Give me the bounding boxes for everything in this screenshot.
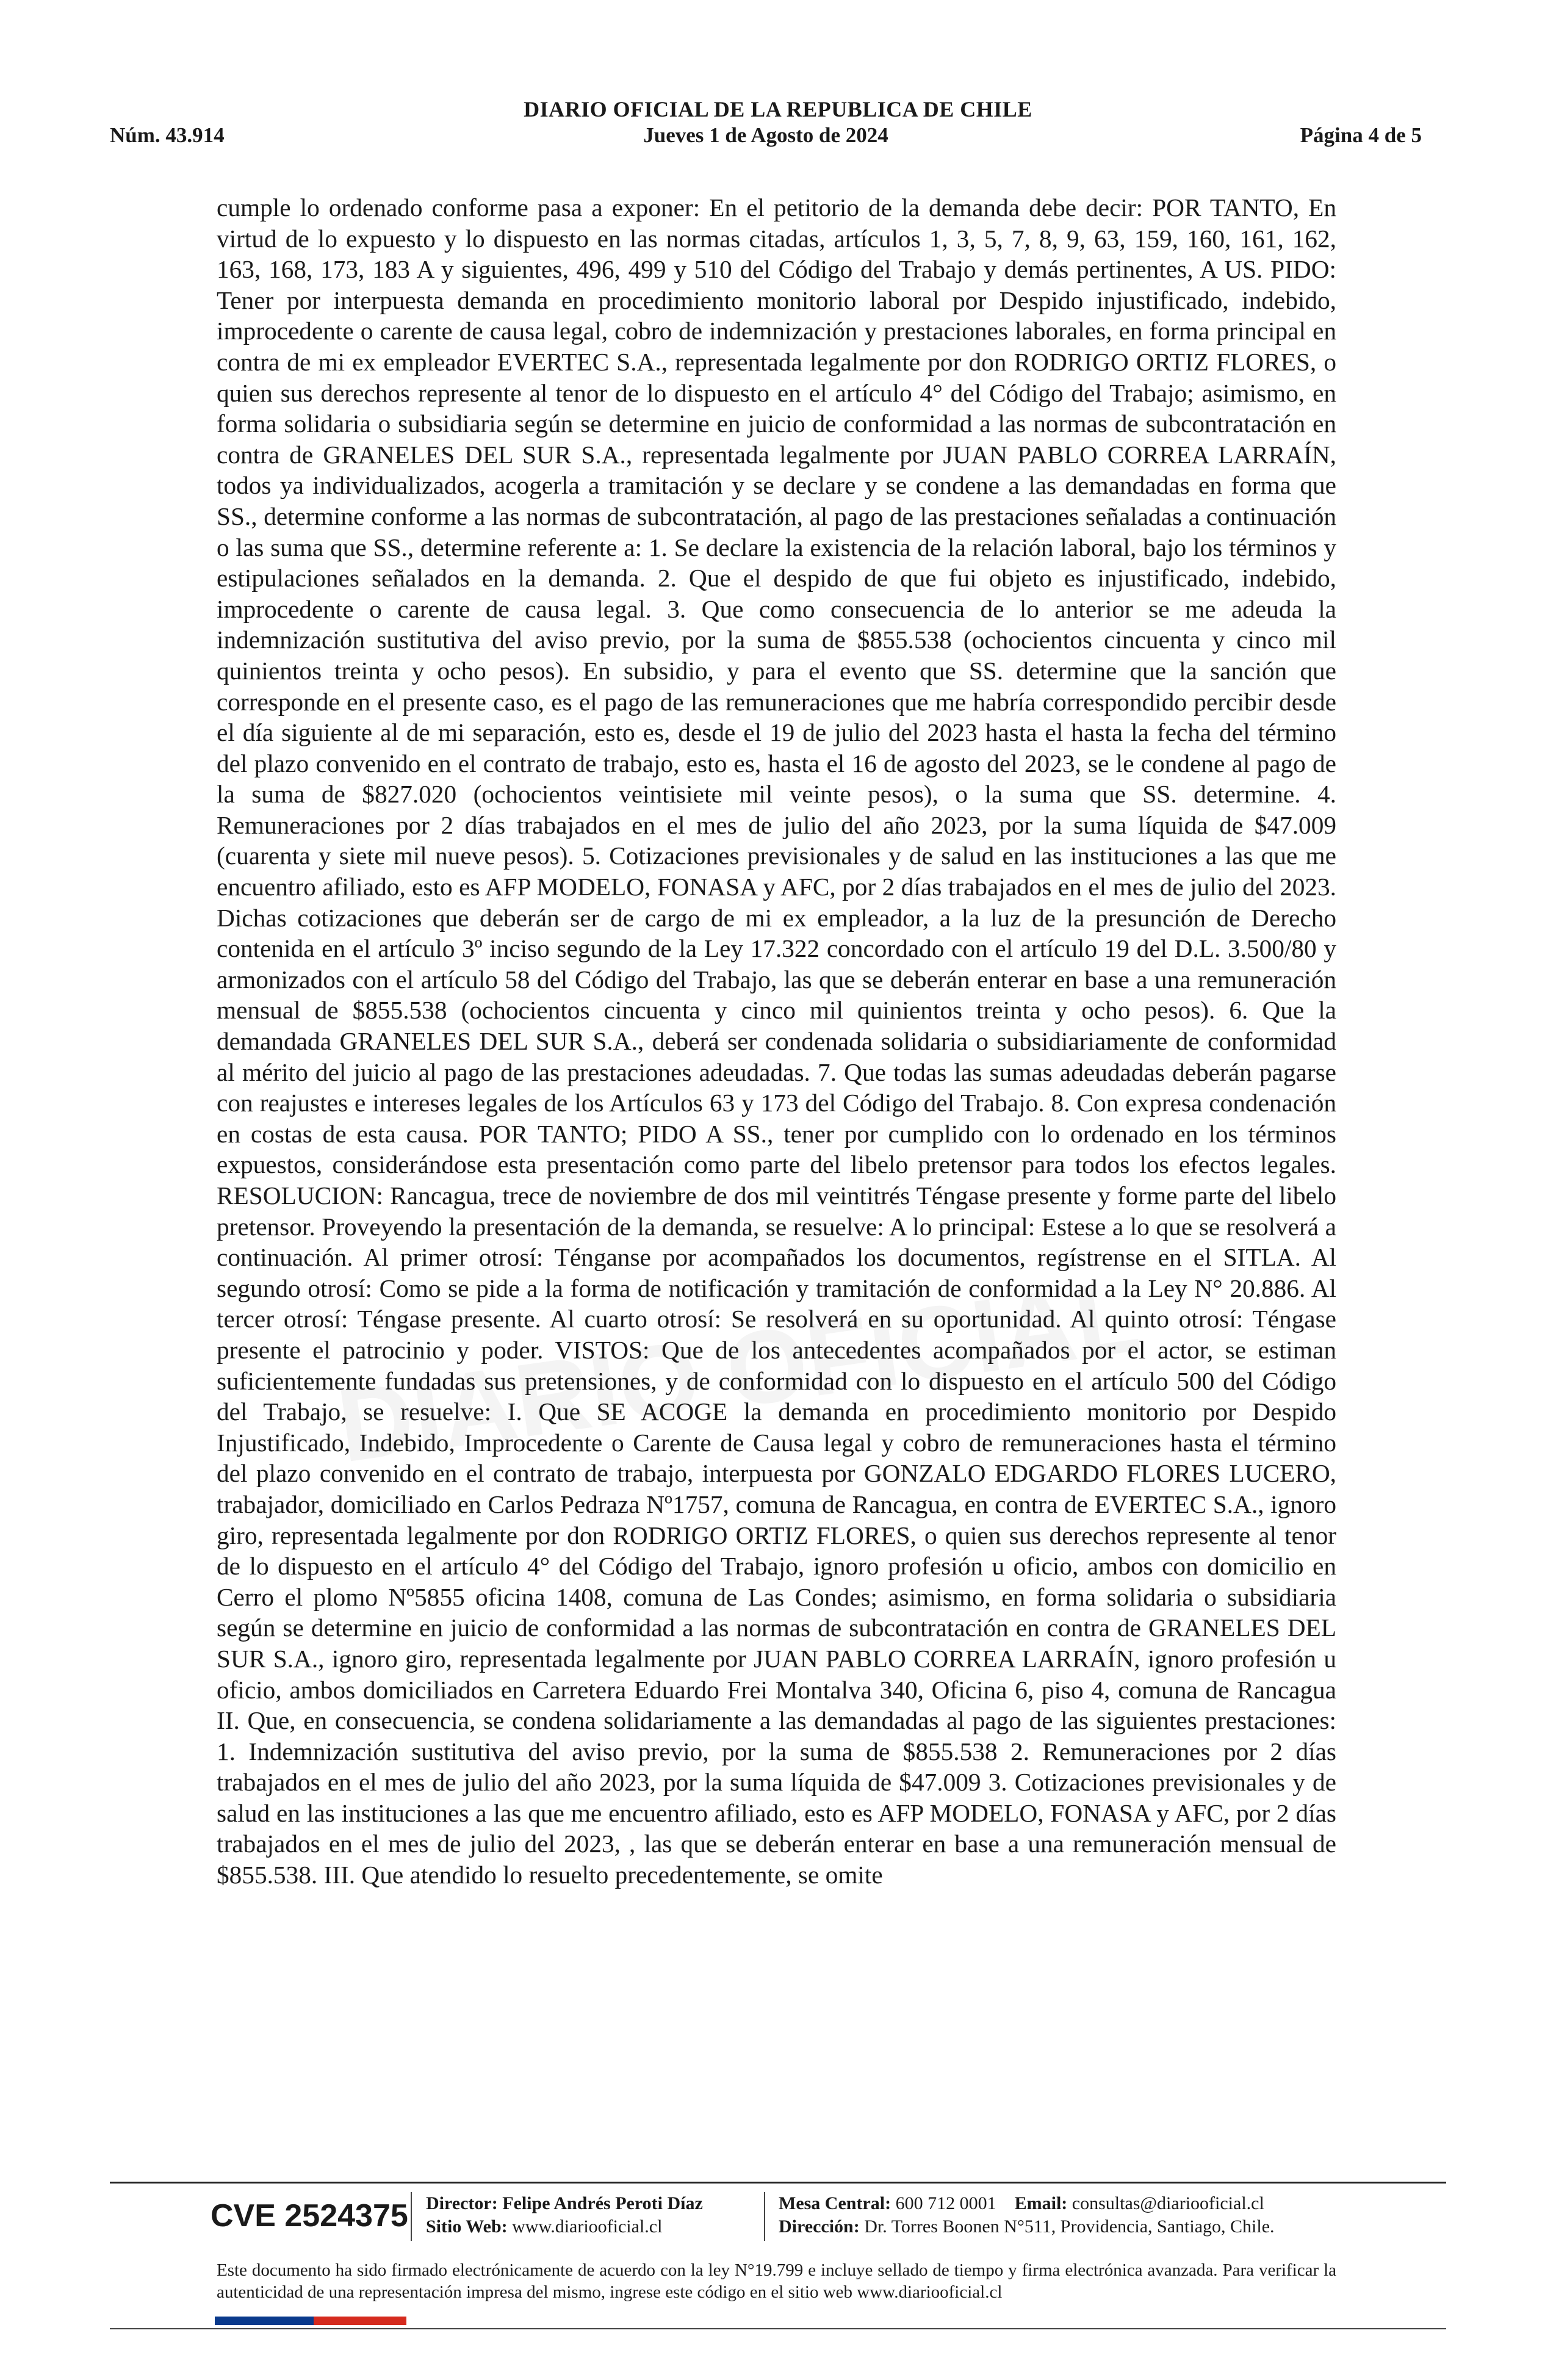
issue-date: Jueves 1 de Agosto de 2024	[643, 123, 888, 147]
footer-contact-block	[779, 2192, 1275, 2238]
footer-director-block	[426, 2192, 703, 2238]
bottom-divider	[110, 2328, 1446, 2329]
director-label: Director:	[426, 2193, 498, 2213]
email-link[interactable]: consultas@diariooficial.cl	[1072, 2193, 1264, 2213]
flag-bar-red	[314, 2317, 406, 2325]
site-link[interactable]: www.diariooficial.cl	[512, 2216, 663, 2237]
footer-divider	[110, 2182, 1446, 2183]
address-label: Dirección:	[779, 2216, 860, 2237]
flag-bar-blue	[215, 2317, 314, 2325]
newspaper-title: DIARIO OFICIAL DE LA REPUBLICA DE CHILE	[524, 97, 1032, 121]
header-row	[110, 123, 1422, 151]
site-label: Sitio Web:	[426, 2216, 508, 2237]
body-text: cumple lo ordenado conforme pasa a exponer: En el petitorio de la demanda debe decir: POR TANTO, En virtud de lo expuesto y lo dispuesto en las normas citadas, artículos 1, 3, 5, 7, 8, 9, 63, 159, 160, 161, 162, 163, 168, 173, 183 A y siguientes, 496, 499 y 510 del Código del Trabajo y demás pertinentes, A US. PIDO: Tener por interpuesta demanda en procedimiento monitorio laboral por Despido injustificado, indebido, improcedente o carente de causa legal, cobro de indemnización y prestaciones laborales, en forma principal en contra de mi ex empleador EVERTEC S.A., representada legalmente por don RODRIGO ORTIZ FLORES, o quien sus derechos represente al tenor de lo dispuesto en el artículo 4° del Código del Trabajo; asimismo, en forma solidaria o subsidiaria según se determine en juicio de conformidad a las normas de subcontratación en contra de GRANELES DEL SUR S.A., representada legalmente por JUAN PABLO CORREA LARRAÍN, todos ya individualizados, acogerla a tramitación y se declare y se condene a las demandadas en forma que SS., determine conforme a las normas de subcontratación, al pago de las prestaciones señaladas a continuación o las suma que SS., determine referente a: 1. Se declare la existencia de la relación laboral, bajo los términos y estipulaciones señalados en la demanda. 2. Que el despido de que fui objeto es injustificado, indebido, improcedente o carente de causa legal. 3. Que como consecuencia de lo anterior se me adeuda la indemnización sustitutiva del aviso previo, por la suma de $855.538 (ochocientos cincuenta y cinco mil quinientos treinta y ocho pesos). En subsidio, y para el evento que SS. determine que la sanción que corresponde en el presente caso, es el pago de las remuneraciones que me habría correspondido percibir desde el día siguiente al de mi separación, esto es, desde el 19 de julio del 2023 hasta el hasta la fecha del término del plazo convenido en el contrato de trabajo, esto es, hasta el 16 de agosto del 2023, se le condene al pago de la suma de $827.020 (ochocientos veintisiete mil veinte pesos), o la suma que SS. determine. 4. Remuneraciones por 2 días trabajados en el mes de julio del año 2023, por la suma líquida de $47.009 (cuarenta y siete mil nueve pesos). 5. Cotizaciones previsionales y de salud en las instituciones a las que me encuentro afiliado, esto es AFP MODELO, FONASA y AFC, por 2 días trabajados en el mes de julio del 2023. Dichas cotizaciones que deberán ser de cargo de mi ex empleador, a la luz de la presunción de Derecho contenida en el artículo 3º inciso segundo de la Ley 17.322 concordado con el artículo 19 del D.L. 3.500/80 y armonizados con el artículo 58 del Código del Trabajo, las que se deberán enterar en base a una remuneración mensual de $855.538 (ochocientos cincuenta y cinco mil quinientos treinta y ocho pesos). 6. Que la demandada GRANELES DEL SUR S.A., deberá ser condenada solidaria o subsidiariamente de conformidad al mérito del juicio al pago de las prestaciones adeudadas. 7. Que todas las sumas adeudadas deberán pagarse con reajustes e intereses legales de los Artículos 63 y 173 del Código del Trabajo. 8. Con expresa condenación en costas de esta causa. POR TANTO; PIDO A SS., tener por cumplido con lo ordenado en los términos expuestos, considerándose esta presentación como parte del libelo pretensor para todos los efectos legales. RESOLUCION: Rancagua, trece de noviembre de dos mil veintitrés Téngase presente y forme parte del libelo pretensor. Proveyendo la presentación de la demanda, se resuelve: A lo principal: Estese a lo que se resolverá a continuación. Al primer otrosí: Ténganse por acompañados los documentos, regístrense en el SITLA. Al segundo otrosí: Como se pide a la forma de notificación y tramitación de conformidad a la Ley N° 20.886. Al tercer otrosí: Téngase presente. Al cuarto otrosí: Se resolverá en su oportunidad. Al quinto otrosí: Téngase presente el patrocinio y poder. VISTOS: Que de los antecedentes acompañados por el actor, se estiman suficientemente fundadas sus pretensiones, y de conformidad con lo dispuesto en el artículo 500 del Código del Trabajo, se resuelve: I. Que SE ACOGE la demanda en procedimiento monitorio por Despido Injustificado, Indebido, Improcedente o Carente de Causa legal y cobro de remuneraciones hasta el término del plazo convenido en el contrato de trabajo, interpuesta por GONZALO EDGARDO FLORES LUCERO, trabajador, domiciliado en Carlos Pedraza Nº1757, comuna de Rancagua, en contra de EVERTEC S.A., ignoro giro, representada legalmente por don RODRIGO ORTIZ FLORES, o quien sus derechos represente al tenor de lo dispuesto en el artículo 4° del Código del Trabajo, ignoro profesión u oficio, ambos con domicilio en Cerro el plomo Nº5855 oficina 1408, comuna de Las Condes; asimismo, en forma solidaria o subsidiaria según se determine en juicio de conformidad a las normas de subcontratación en contra de GRANELES DEL SUR S.A., ignoro giro, representada legalmente por JUAN PABLO CORREA LARRAÍN, ignoro profesión u oficio, ambos domiciliados en Carretera Eduardo Frei Montalva 340, Oficina 6, piso 4, comuna de Rancagua II. Que, en consecuencia, se condena solidariamente a las demandadas al pago de las siguientes prestaciones: 1. Indemnización sustitutiva del aviso previo, por la suma de $855.538 2. Remuneraciones por 2 días trabajados en el mes de julio del año 2023, por la suma líquida de $47.009 3. Cotizaciones previsionales y de salud en las instituciones a las que me encuentro afiliado, esto es AFP MODELO, FONASA y AFC, por 2 días trabajados en el mes de julio del 2023, , las que se deberán enterar en base a una remuneración mensual de $855.538. III. Que atendido lo resuelto precedentemente, se omite	[217, 193, 1336, 1889]
footer-separator	[764, 2192, 765, 2241]
page-indicator: Página 4 de 5	[1300, 123, 1422, 147]
cve-code: CVE 2524375	[211, 2198, 408, 2234]
director-name: Felipe Andrés Peroti Díaz	[502, 2193, 703, 2213]
issue-number: Núm. 43.914	[110, 123, 225, 147]
email-label: Email:	[1014, 2193, 1068, 2213]
phone-label: Mesa Central:	[779, 2193, 891, 2213]
footer-separator	[411, 2192, 412, 2241]
address-text: Dr. Torres Boonen N°511, Providencia, Santiago, Chile.	[864, 2216, 1275, 2237]
signature-notice: Este documento ha sido firmado electrónicamente de acuerdo con la ley N°19.799 e incluye sellado de tiempo y firma electrónica avanzada. Para verificar la autenticidad de una representación impresa del mismo, ingrese este código en el sitio web www.diariooficial.cl	[217, 2260, 1336, 2302]
phone-number: 600 712 0001	[895, 2193, 996, 2213]
